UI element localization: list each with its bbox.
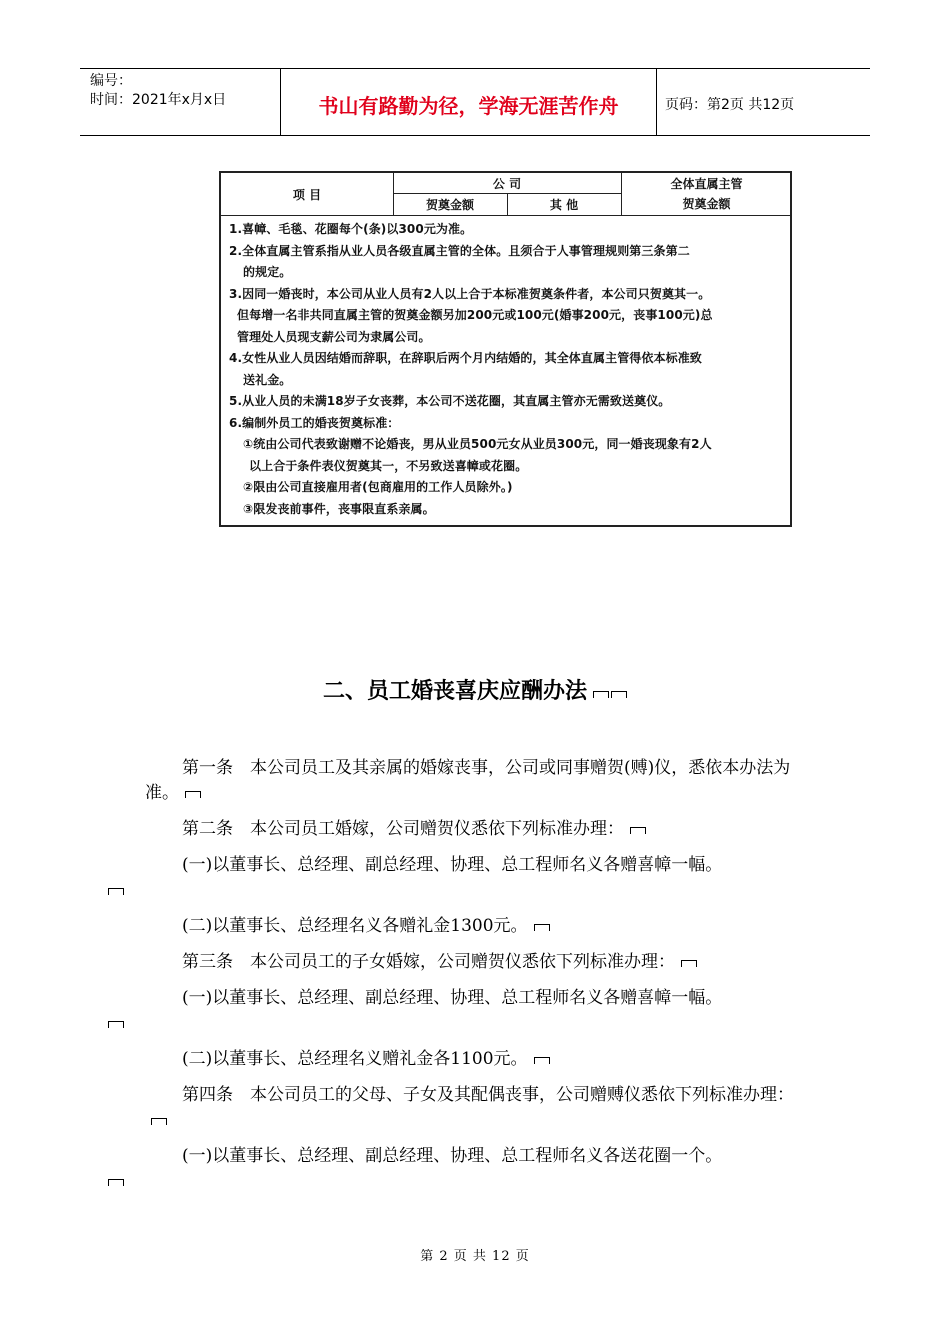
paragraph-mark-icon xyxy=(534,924,550,931)
col-supervisor xyxy=(621,173,791,215)
paragraph-text: 第四条 本公司员工的父母、子女及其配偶丧事，公司赠赙仪悉依下列标准办理： xyxy=(182,1085,794,1105)
body-text xyxy=(145,756,810,1194)
paragraph xyxy=(145,817,810,842)
paragraph xyxy=(145,1144,810,1194)
section-title xyxy=(0,674,950,705)
paragraph-mark-icon xyxy=(151,1118,167,1125)
header-meta xyxy=(80,69,281,135)
paragraph-text: (一)以董事长、总经理、副总经理、协理、总工程师名义各赠喜幛一幅。 xyxy=(182,988,723,1008)
note-line: 6.编制外员工的婚丧贺奠标准： xyxy=(229,415,400,430)
paragraph-text: (二)以董事长、总经理名义各赠礼金1300元。 xyxy=(182,916,528,936)
page-footer: 第 2 页 共 12 页 xyxy=(420,1249,530,1264)
note-line: 4.女性从业人员因结婚而辞职，在辞职后两个月内结婚的，其全体直属主管得依本标准致 xyxy=(229,351,702,365)
paragraph-text: 第三条 本公司员工的子女婚嫁，公司赠贺仪悉依下列标准办理： xyxy=(182,952,675,972)
note-line: 1.喜幛、毛毯、花圈每个(条)以300元为准。 xyxy=(229,222,473,236)
paragraph xyxy=(145,1047,810,1072)
col-item: 项 目 xyxy=(221,173,394,215)
note-line: ②限由公司直接雇用者(包商雇用的工作人员除外。) xyxy=(243,480,513,494)
paragraph-text: (一)以董事长、总经理、副总经理、协理、总工程师名义各赠喜幛一幅。 xyxy=(182,855,723,875)
paragraph-mark-icon xyxy=(185,791,201,798)
col-amount: 贺奠金额 xyxy=(393,194,508,215)
header-page-info: 页码：第2页 共12页 xyxy=(665,97,795,113)
paragraph xyxy=(145,914,810,939)
paragraph-mark-icon xyxy=(611,691,627,698)
paragraph-mark-icon xyxy=(630,827,646,834)
paragraph xyxy=(145,986,810,1036)
note-line: ③限发丧前事件，丧事限直系亲属。 xyxy=(243,501,435,516)
paragraph xyxy=(145,853,810,903)
note-line: 3.因同一婚丧时，本公司从业人员有2人以上合于本标准贺奠条件者，本公司只贺奠其一。 xyxy=(229,286,711,301)
section-title-text: 二、员工婚丧喜庆应酬办法 xyxy=(322,679,587,704)
paragraph xyxy=(145,950,810,975)
number-label: 编号： xyxy=(90,73,132,89)
scanned-table-notes xyxy=(221,216,790,520)
paragraph-text: (二)以董事长、总经理名义赠礼金各1100元。 xyxy=(182,1049,528,1069)
note-line: 但每增一名非共同直属主管的贺奠金额另加200元或100元(婚事200元，丧事100元)总 xyxy=(237,308,713,322)
paragraph-text: (一)以董事长、总经理、副总经理、协理、总工程师名义各送花圈一个。 xyxy=(182,1146,723,1166)
col-company: 公 司 xyxy=(393,173,621,194)
scanned-table-header xyxy=(221,173,790,216)
note-line: 管理处人员现支薪公司为隶属公司。 xyxy=(237,329,431,344)
paragraph xyxy=(145,756,810,806)
paragraph-mark-icon xyxy=(534,1057,550,1064)
paragraph-mark-icon xyxy=(108,888,124,895)
paragraph-text: 第二条 本公司员工婚嫁，公司赠贺仪悉依下列标准办理： xyxy=(182,819,624,839)
note-line: 5.从业人员的未满18岁子女丧葬，本公司不送花圈，其直属主管亦无需致送奠仪。 xyxy=(229,394,671,408)
paragraph-mark-icon xyxy=(108,1179,124,1186)
note-line: 2.全体直属主管系指从业人员各级直属主管的全体。且须合于人事管理规则第三条第二 xyxy=(229,243,690,258)
note-line: 以上合于条件表仪贺奠其一，不另致送喜幛或花圈。 xyxy=(249,458,528,473)
page-header xyxy=(80,68,870,136)
paragraph-mark-icon xyxy=(593,691,609,698)
time-label: 时间：2021年x月x日 xyxy=(90,92,227,108)
paragraph-text: 第一条 本公司员工及其亲属的婚嫁丧事，公司或同事赠贺(赙)仪，悉依本办法为准。 xyxy=(145,758,791,803)
col-supervisor-line1: 全体直属主管 xyxy=(670,177,743,191)
col-supervisor-line2: 贺奠金额 xyxy=(682,197,731,211)
header-motto: 书山有路勤为径，学海无涯苦作舟 xyxy=(281,69,657,135)
paragraph xyxy=(145,1083,810,1133)
paragraph-mark-icon xyxy=(681,960,697,967)
note-line: 的规定。 xyxy=(243,265,292,279)
paragraph-mark-icon xyxy=(108,1021,124,1028)
col-other: 其 他 xyxy=(549,198,579,212)
note-line: ①统由公司代表致谢赠不论婚丧，男从业员500元女从业员300元，同一婚丧现象有2人 xyxy=(243,437,712,451)
note-line: 送礼金。 xyxy=(243,372,292,387)
scanned-table xyxy=(219,171,792,527)
